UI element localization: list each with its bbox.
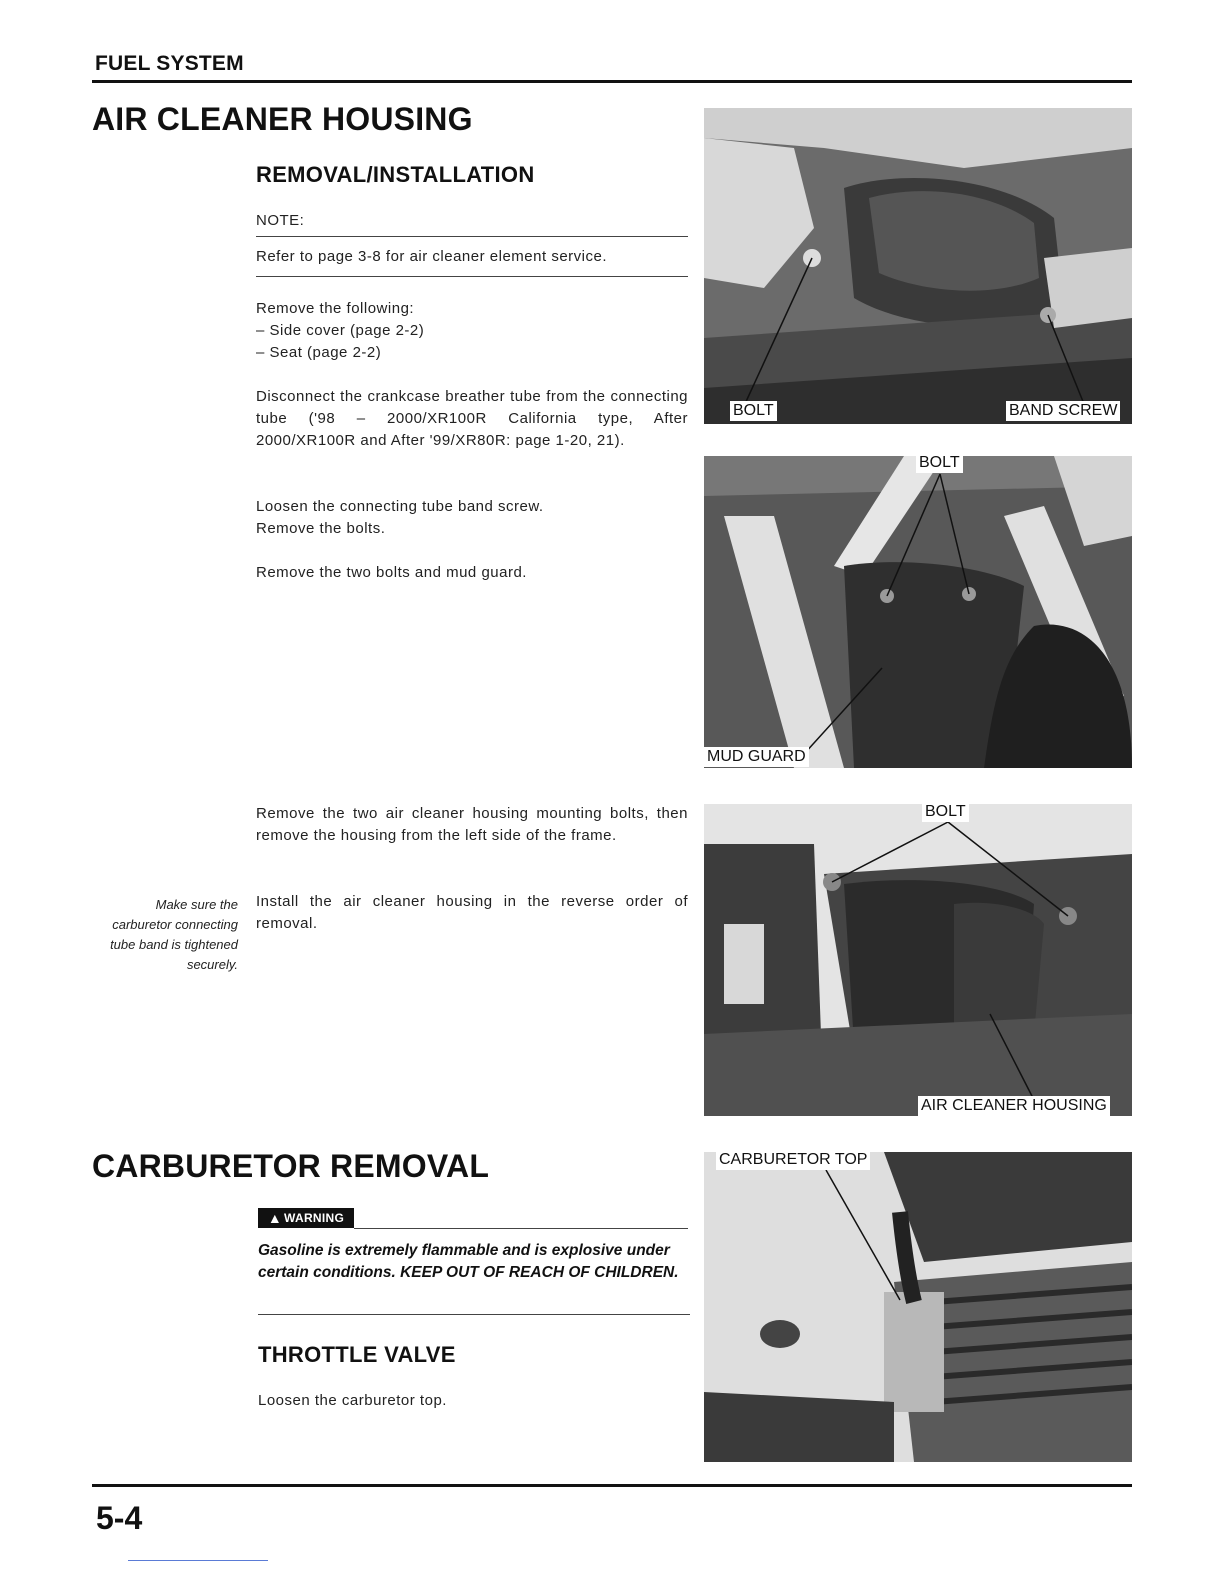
page-number: 5-4 (96, 1500, 143, 1536)
side-note: Make sure the carburetor connecting tube band is tightened securely. (110, 897, 238, 972)
remove-intro: Remove the following: (256, 300, 415, 317)
header-rule (92, 80, 1132, 83)
housing-text: Remove the two air cleaner housing mounting bolts, then remove the housing from the left side of the frame. (256, 805, 688, 844)
photo3-label-bolt: BOLT (922, 804, 969, 822)
warning-rule-bottom (258, 1314, 690, 1315)
photo4-label-carburetor-top: CARBURETOR TOP (716, 1152, 870, 1170)
remove-list (256, 298, 688, 364)
note-label: NOTE: (256, 212, 305, 229)
note-text: Refer to page 3-8 for air cleaner element service. (256, 248, 607, 265)
photo-air-cleaner-housing (704, 804, 1132, 1116)
warning-rule-top (354, 1228, 688, 1229)
loosen-carburetor-text: Loosen the carburetor top. (258, 1392, 447, 1409)
footer-rule (92, 1484, 1132, 1487)
photo1-label-bolt: BOLT (730, 401, 777, 421)
section-title-air-cleaner: AIR CLEANER HOUSING (92, 101, 473, 137)
note-rule-top (256, 236, 688, 237)
loosen-block (256, 496, 688, 540)
remove-item: – Seat (page 2-2) (256, 344, 382, 361)
warning-triangle-icon: ▲ (267, 1210, 283, 1226)
section-title-carburetor: CARBURETOR REMOVAL (92, 1148, 490, 1184)
footer-link-underline (128, 1560, 268, 1561)
chapter-header: FUEL SYSTEM (95, 52, 244, 75)
photo-air-cleaner-bolt (704, 108, 1132, 424)
photo-carburetor-top (704, 1152, 1132, 1462)
remove-item: – Side cover (page 2-2) (256, 322, 425, 339)
warning-badge-label: WARNING (284, 1211, 345, 1225)
subtitle-throttle-valve: THROTTLE VALVE (258, 1342, 456, 1367)
note-rule-bottom (256, 276, 688, 277)
photo3-label-air-cleaner-housing: AIR CLEANER HOUSING (918, 1096, 1110, 1116)
subtitle-removal-installation: REMOVAL/INSTALLATION (256, 162, 535, 187)
photo1-label-band-screw: BAND SCREW (1006, 401, 1120, 421)
warning-text: Gasoline is extremely flammable and is explosive under certain conditions. KEEP OUT OF REACH OF CHILDREN. (258, 1242, 679, 1281)
disconnect-text: Disconnect the crankcase breather tube from the connecting tube ('98 – 2000/XR100R California type, After 2000/XR100R and After '99/XR80R: page 1-20, 21). (256, 388, 688, 449)
install-text: Install the air cleaner housing in the reverse order of removal. (256, 893, 688, 932)
remove-bolts-text: Remove the bolts. (256, 520, 386, 537)
photo-mud-guard (704, 456, 1132, 768)
photo2-label-mud-guard: MUD GUARD (704, 747, 809, 767)
photo2-label-bolt: BOLT (916, 456, 963, 473)
loosen-text: Loosen the connecting tube band screw. (256, 498, 544, 515)
mud-guard-text: Remove the two bolts and mud guard. (256, 564, 527, 581)
warning-badge (258, 1208, 354, 1228)
